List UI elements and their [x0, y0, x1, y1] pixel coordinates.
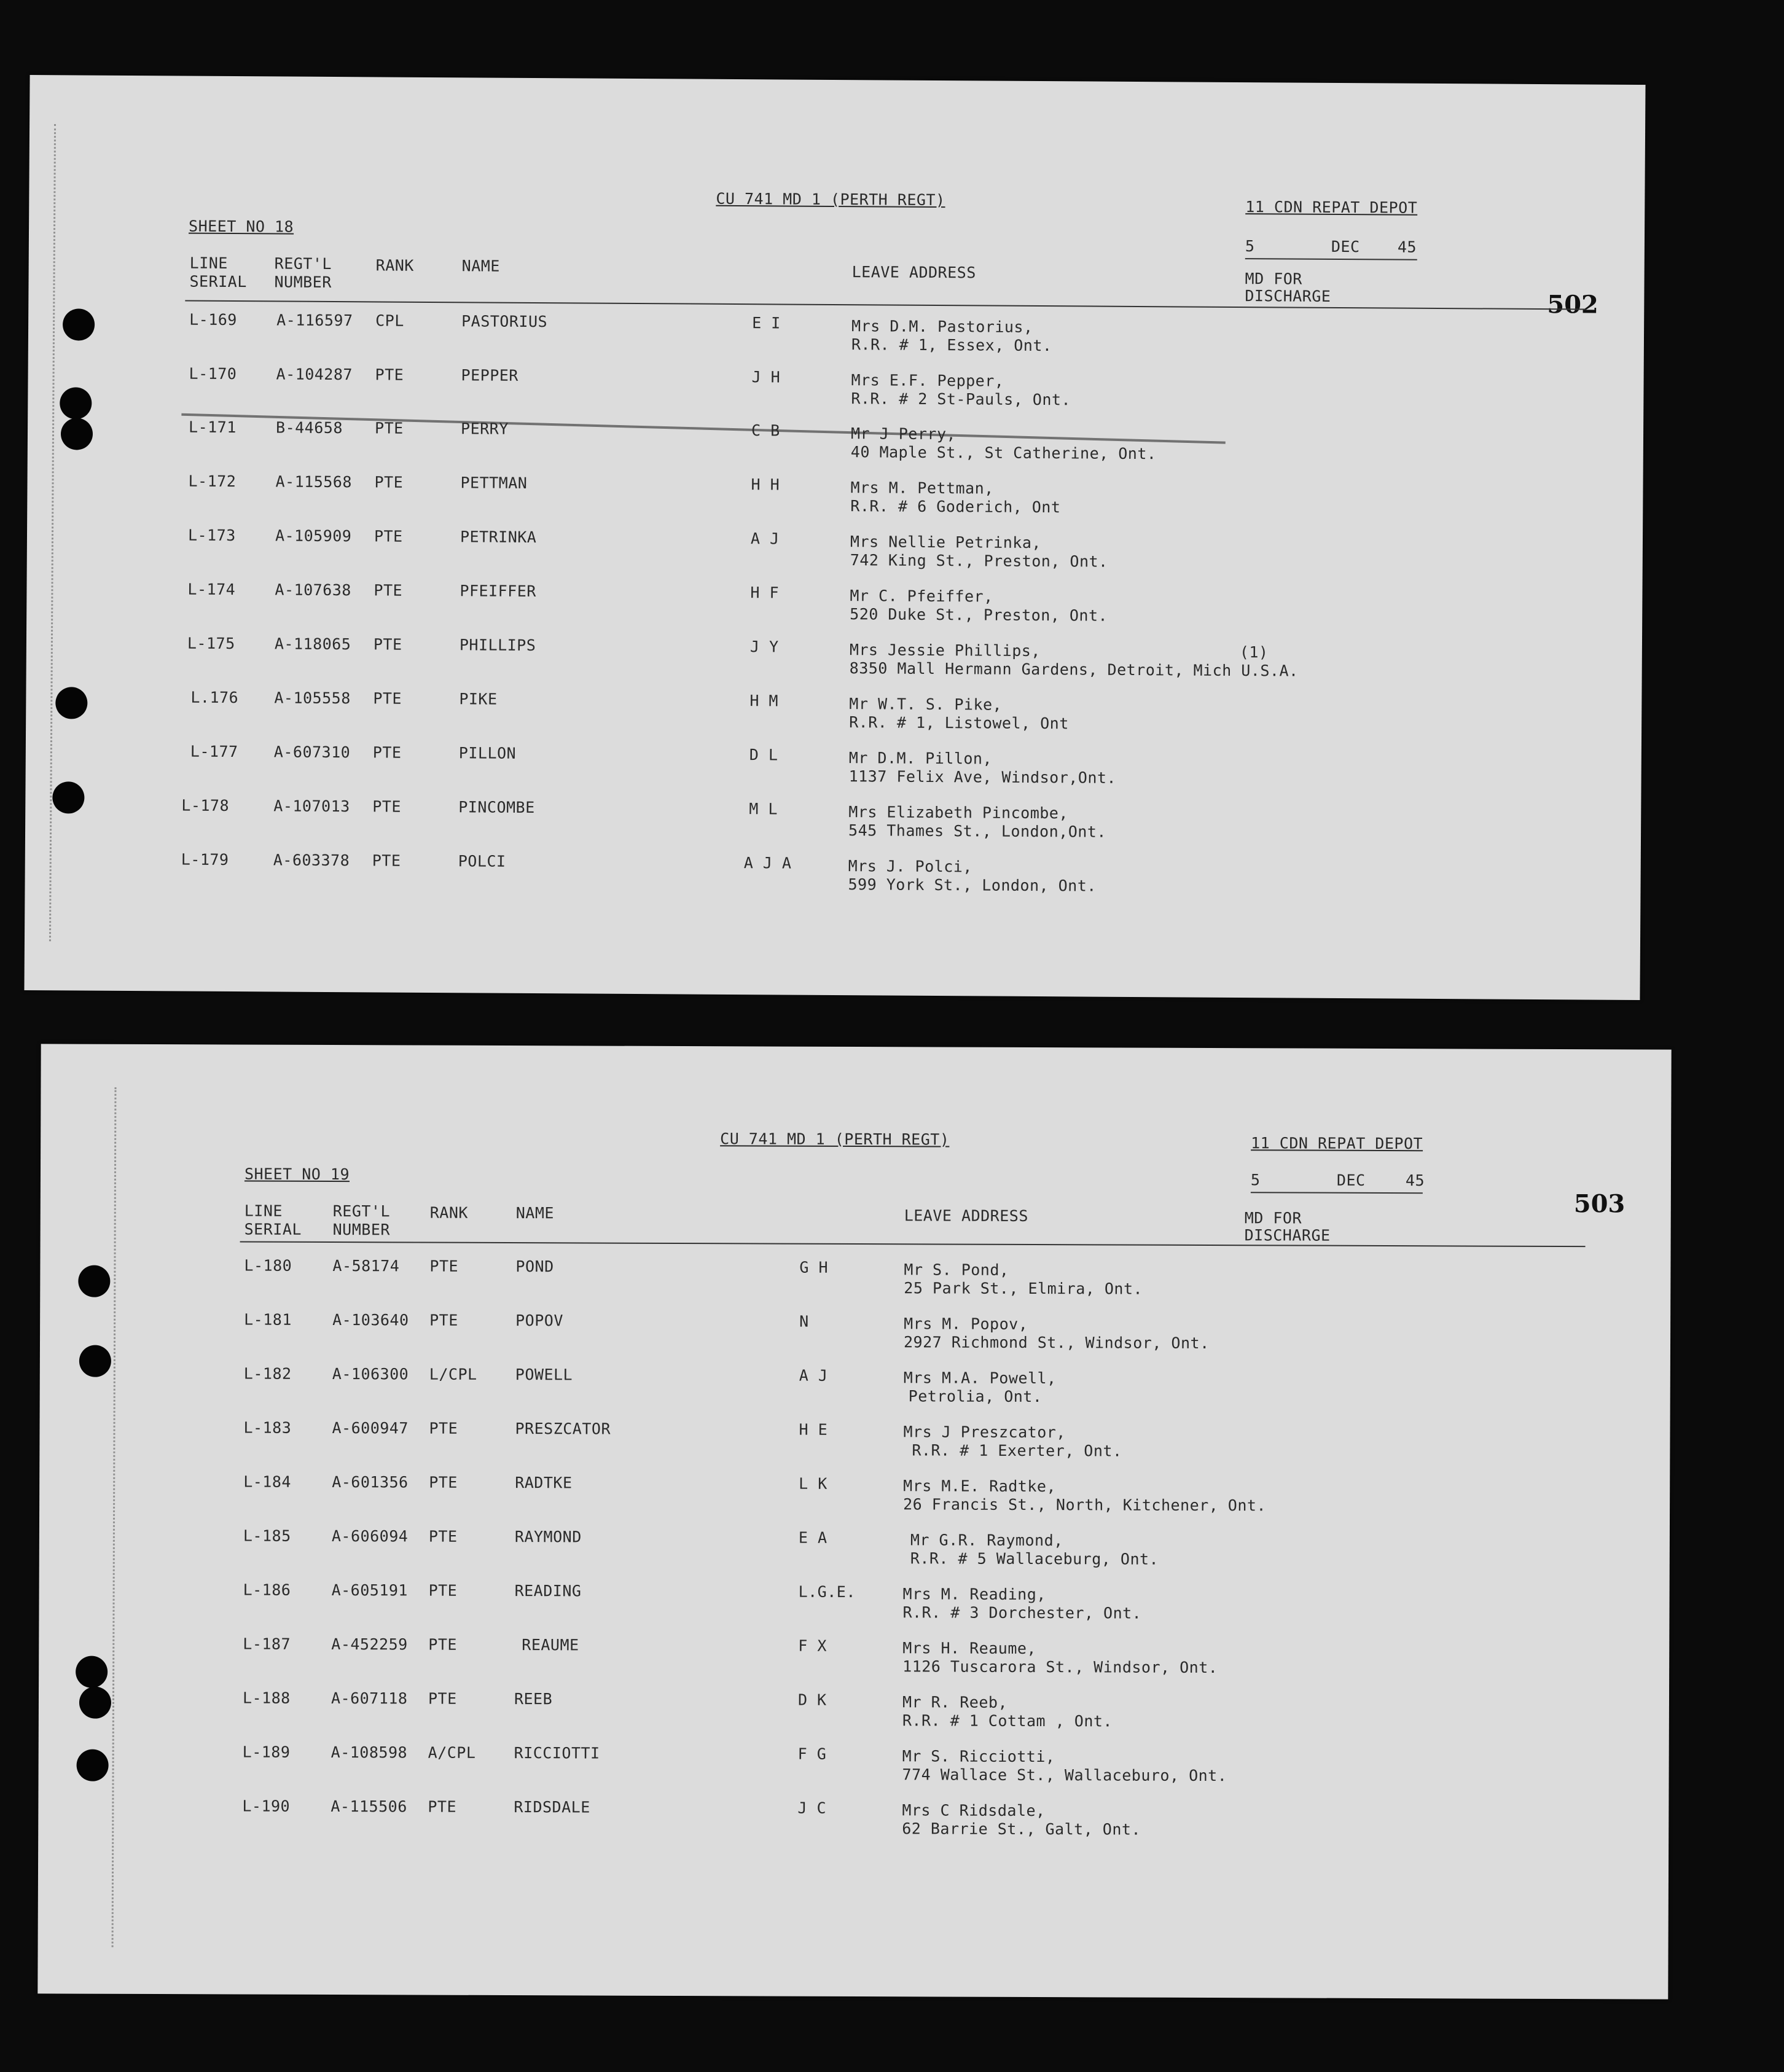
address-line-1: Mrs D.M. Pastorius,	[851, 317, 1033, 336]
initials: G H	[799, 1258, 829, 1276]
line-serial: L-182	[243, 1364, 292, 1383]
line-serial: L-170	[189, 364, 237, 383]
initials: L K	[799, 1474, 827, 1493]
col-discharge: DISCHARGE	[1245, 287, 1331, 305]
line-serial: L-177	[190, 742, 238, 761]
surname: REEB	[514, 1690, 553, 1708]
line-serial: L-174	[187, 580, 236, 599]
sheet-number: SHEET NO 19	[244, 1165, 350, 1184]
col-md-for: MD FOR	[1244, 1209, 1302, 1227]
surname: POWELL	[515, 1366, 573, 1384]
surname: PETRINKA	[460, 528, 537, 547]
line-serial: L-181	[244, 1310, 292, 1329]
date-year: 45	[1397, 238, 1417, 256]
unit-title: CU 741 MD 1 (PERTH REGT)	[720, 1130, 950, 1149]
address-line-1: Mrs E.F. Pepper,	[851, 371, 1004, 390]
regtl-number: A-607118	[331, 1689, 408, 1708]
address-line-2: 2927 Richmond St., Windsor, Ont.	[903, 1333, 1210, 1353]
surname: PEPPER	[461, 366, 519, 385]
col-line-serial-2: SERIAL	[189, 272, 247, 291]
line-serial: L-190	[242, 1797, 291, 1815]
address-line-2: Petrolia, Ont.	[908, 1387, 1043, 1406]
paper-edge-marks	[112, 1087, 141, 1947]
regtl-number: A-118065	[274, 635, 351, 654]
initials: E A	[798, 1528, 827, 1547]
binder-hole	[60, 387, 92, 419]
rank: PTE	[429, 1473, 458, 1491]
date-day: 5	[1250, 1171, 1261, 1189]
surname: RICCIOTTI	[514, 1744, 600, 1762]
surname: PERRY	[460, 420, 509, 438]
line-serial: L-180	[244, 1256, 292, 1275]
address-line-2: 8350 Mall Hermann Gardens, Detroit, Mich U.S.A.	[849, 659, 1299, 680]
regtl-number: A-115568	[275, 472, 353, 491]
address-line-2: R.R. # 6 Goderich, Ont	[850, 497, 1061, 517]
line-serial: L-185	[243, 1527, 291, 1545]
address-line-1: Mrs M. Pettman,	[850, 479, 994, 498]
regtl-number: A-104287	[276, 365, 353, 384]
binder-hole	[61, 418, 93, 450]
date-rule	[1245, 258, 1417, 260]
address-line-2: 25 Park St., Elmira, Ont.	[904, 1279, 1143, 1298]
address-line-2: R.R. # 3 Dorchester, Ont.	[902, 1603, 1142, 1622]
surname: PIKE	[459, 690, 498, 708]
address-line-1: Mrs Jessie Phillips,	[849, 641, 1041, 660]
regtl-number: A-600947	[332, 1419, 409, 1437]
rank: PTE	[429, 1257, 459, 1275]
initials: H H	[751, 475, 780, 494]
initials: H F	[750, 584, 780, 602]
address-line-1: Mrs Nellie Petrinka,	[850, 533, 1042, 552]
initials: N	[799, 1312, 809, 1331]
address-line-2: 26 Francis St., North, Kitchener, Ont.	[903, 1495, 1267, 1515]
initials: J H	[751, 368, 781, 386]
regtl-number: A-108598	[331, 1743, 408, 1762]
address-line-2: 774 Wallace St., Wallaceburo, Ont.	[902, 1765, 1227, 1785]
surname: RAYMOND	[514, 1528, 582, 1546]
col-line-serial-1: LINE	[189, 254, 229, 272]
col-name: NAME	[461, 257, 500, 275]
address-line-1: Mr S. Pond,	[904, 1261, 1009, 1279]
line-serial: L-183	[243, 1418, 292, 1437]
rank: PTE	[372, 743, 402, 762]
regtl-number: A-116597	[276, 311, 353, 330]
header-rule	[240, 1241, 1586, 1248]
surname: REAUME	[522, 1636, 579, 1654]
regtl-number: A-58174	[332, 1257, 400, 1275]
surname: PINCOMBE	[458, 798, 535, 817]
surname: PRESZCATOR	[515, 1420, 611, 1438]
initials: H E	[799, 1420, 828, 1439]
initials: E I	[752, 314, 781, 332]
surname: PILLON	[458, 744, 517, 762]
line-serial: L-184	[243, 1472, 292, 1491]
address-line-2: 545 Thames St., London,Ont.	[848, 821, 1107, 841]
regtl-number: A-606094	[331, 1527, 409, 1546]
line-serial: L-179	[181, 850, 229, 869]
col-rank: RANK	[375, 256, 414, 275]
depot-title: 11 CDN REPAT DEPOT	[1245, 198, 1418, 217]
address-line-2: R.R. # 2 St-Pauls, Ont.	[851, 389, 1071, 409]
address-line-1: Mrs M.A. Powell,	[903, 1369, 1057, 1388]
note: (1)	[1239, 643, 1269, 662]
surname: PETTMAN	[460, 474, 528, 492]
col-regtl-number-2: NUMBER	[332, 1221, 391, 1239]
regtl-number: A-607310	[273, 743, 351, 762]
rank: PTE	[374, 527, 403, 545]
rank: PTE	[374, 581, 403, 600]
address-line-2: 599 York St., London, Ont.	[848, 875, 1097, 895]
col-leave-address: LEAVE ADDRESS	[851, 263, 976, 282]
initials: C B	[751, 421, 780, 440]
rank: PTE	[374, 419, 404, 437]
rank: PTE	[372, 797, 402, 816]
address-line-2: R.R. # 1 Cottam , Ont.	[902, 1711, 1113, 1730]
surname: PASTORIUS	[461, 312, 548, 331]
page-number: 503	[1573, 1189, 1626, 1219]
initials: A J	[750, 530, 780, 548]
initials: H M	[749, 692, 779, 710]
rank: L/CPL	[429, 1365, 477, 1383]
initials: L.G.E.	[798, 1582, 856, 1601]
address-line-1: Mrs M. Reading,	[902, 1585, 1046, 1604]
address-line-1: Mr J Perry,	[850, 424, 957, 444]
sheet-18	[24, 75, 1645, 1000]
col-regtl-number-2: NUMBER	[274, 273, 332, 291]
surname: READING	[514, 1582, 582, 1600]
regtl-number: A-115506	[331, 1797, 407, 1816]
address-line-1: Mrs J. Polci,	[848, 857, 972, 876]
col-line-serial-1: LINE	[244, 1202, 283, 1220]
col-discharge: DISCHARGE	[1244, 1226, 1331, 1245]
address-line-1: Mrs M. Popov,	[904, 1315, 1028, 1333]
initials: M L	[749, 800, 778, 818]
surname: POLCI	[458, 852, 506, 870]
line-serial: L-186	[243, 1581, 291, 1599]
header-rule	[185, 300, 1586, 310]
surname: PFEIFFER	[460, 582, 536, 601]
address-line-1: Mr G.R. Raymond,	[910, 1531, 1063, 1550]
binder-hole	[76, 1656, 108, 1688]
rank: PTE	[428, 1635, 458, 1654]
line-serial: L-188	[242, 1689, 291, 1707]
initials: J C	[797, 1799, 827, 1817]
line-serial: L-189	[242, 1743, 291, 1761]
regtl-number: A-105909	[275, 526, 352, 545]
regtl-number: A-107013	[273, 797, 350, 816]
col-regtl-number-1: REGT'L	[332, 1202, 391, 1221]
line-serial: L-175	[187, 634, 235, 653]
regtl-number: A-105558	[274, 689, 351, 708]
address-line-1: Mr R. Reeb,	[902, 1693, 1008, 1711]
binder-hole	[77, 1749, 109, 1781]
col-line-serial-2: SERIAL	[244, 1220, 302, 1238]
address-line-1: Mr W.T. S. Pike,	[849, 695, 1003, 714]
initials: F G	[797, 1745, 827, 1763]
col-md-for: MD FOR	[1245, 270, 1302, 288]
surname: RADTKE	[515, 1474, 573, 1492]
address-line-2: R.R. # 1, Listowel, Ont	[849, 713, 1069, 733]
address-line-2: 1137 Felix Ave, Windsor,Ont.	[848, 767, 1117, 787]
binder-hole	[55, 687, 87, 719]
binder-hole	[78, 1265, 110, 1297]
regtl-number: A-107638	[275, 581, 351, 600]
rank: PTE	[428, 1527, 458, 1546]
regtl-number: A-601356	[332, 1473, 409, 1491]
surname: POND	[515, 1257, 554, 1276]
line-serial: L-187	[243, 1635, 291, 1653]
address-line-2: 520 Duke St., Preston, Ont.	[850, 605, 1108, 625]
date-month: DEC	[1331, 237, 1360, 256]
col-leave-address: LEAVE ADDRESS	[904, 1206, 1028, 1225]
address-line-2: 40 Maple St., St Catherine, Ont.	[850, 443, 1157, 463]
regtl-number: A-452259	[331, 1635, 408, 1654]
address-line-2: 1126 Tuscarora St., Windsor, Ont.	[902, 1657, 1218, 1677]
address-line-1: Mrs Elizabeth Pincombe,	[848, 803, 1069, 823]
address-line-2: R.R. # 1, Essex, Ont.	[851, 335, 1052, 355]
rank: CPL	[375, 311, 404, 330]
rank: A/CPL	[428, 1743, 476, 1762]
paper-edge-marks	[49, 124, 80, 941]
regtl-number: A-603378	[273, 851, 350, 870]
address-line-1: Mrs H. Reaume,	[902, 1639, 1037, 1658]
rank: PTE	[428, 1689, 457, 1708]
date-year: 45	[1405, 1171, 1425, 1190]
line-serial: L-169	[189, 310, 238, 329]
initials: F X	[798, 1636, 827, 1655]
surname: POPOV	[515, 1312, 563, 1330]
rank: PTE	[373, 635, 402, 654]
line-serial: L-171	[188, 418, 237, 437]
initials: J Y	[749, 638, 779, 656]
rank: PTE	[375, 366, 404, 384]
date-day: 5	[1245, 237, 1255, 256]
regtl-number: B-44658	[275, 418, 343, 437]
initials: D K	[797, 1691, 827, 1709]
line-serial: L-173	[187, 526, 236, 545]
sheet-number: SHEET NO 18	[188, 217, 294, 236]
rank: PTE	[429, 1419, 458, 1437]
address-line-1: Mr S. Ricciotti,	[902, 1747, 1055, 1766]
binder-hole	[63, 308, 95, 340]
rank: PTE	[428, 1581, 458, 1600]
address-line-1: Mr C. Pfeiffer,	[850, 587, 993, 606]
surname: RIDSDALE	[514, 1798, 590, 1816]
initials: A J	[799, 1366, 828, 1385]
regtl-number: A-106300	[332, 1365, 409, 1383]
depot-title: 11 CDN REPAT DEPOT	[1251, 1134, 1423, 1153]
initials: D L	[749, 746, 778, 764]
col-rank: RANK	[429, 1203, 469, 1222]
unit-title: CU 741 MD 1 (PERTH REGT)	[716, 189, 945, 209]
regtl-number: A-103640	[332, 1311, 409, 1329]
col-name: NAME	[515, 1204, 555, 1222]
rank: PTE	[429, 1311, 458, 1329]
binder-hole	[79, 1687, 111, 1719]
rank: PTE	[374, 473, 404, 491]
address-line-2: 62 Barrie St., Galt, Ont.	[902, 1820, 1141, 1839]
binder-hole	[52, 781, 84, 813]
address-line-1: Mrs J Preszcator,	[903, 1423, 1066, 1442]
address-line-1: Mr D.M. Pillon,	[848, 749, 993, 768]
address-line-2: R.R. # 5 Wallaceburg, Ont.	[910, 1549, 1159, 1568]
rank: PTE	[428, 1797, 457, 1816]
address-line-1: Mrs M.E. Radtke,	[903, 1477, 1057, 1496]
surname: PHILLIPS	[459, 636, 536, 655]
address-line-2: 742 King St., Preston, Ont.	[850, 551, 1108, 571]
line-serial: L-178	[181, 796, 230, 815]
rank: PTE	[372, 851, 401, 870]
date-rule	[1251, 1192, 1423, 1194]
address-line-1: Mrs C Ridsdale,	[902, 1801, 1046, 1820]
regtl-number: A-605191	[331, 1581, 409, 1600]
line-serial: L-172	[188, 472, 237, 491]
rank: PTE	[373, 689, 402, 708]
date-month: DEC	[1336, 1171, 1366, 1189]
initials: A J A	[743, 854, 792, 872]
binder-hole	[79, 1345, 111, 1377]
col-regtl-number-1: REGT'L	[274, 254, 332, 273]
address-line-2: R.R. # 1 Exerter, Ont.	[912, 1441, 1122, 1460]
line-serial: L.176	[190, 688, 239, 707]
sheet-19	[37, 1044, 1671, 1999]
page-number: 502	[1547, 290, 1598, 319]
